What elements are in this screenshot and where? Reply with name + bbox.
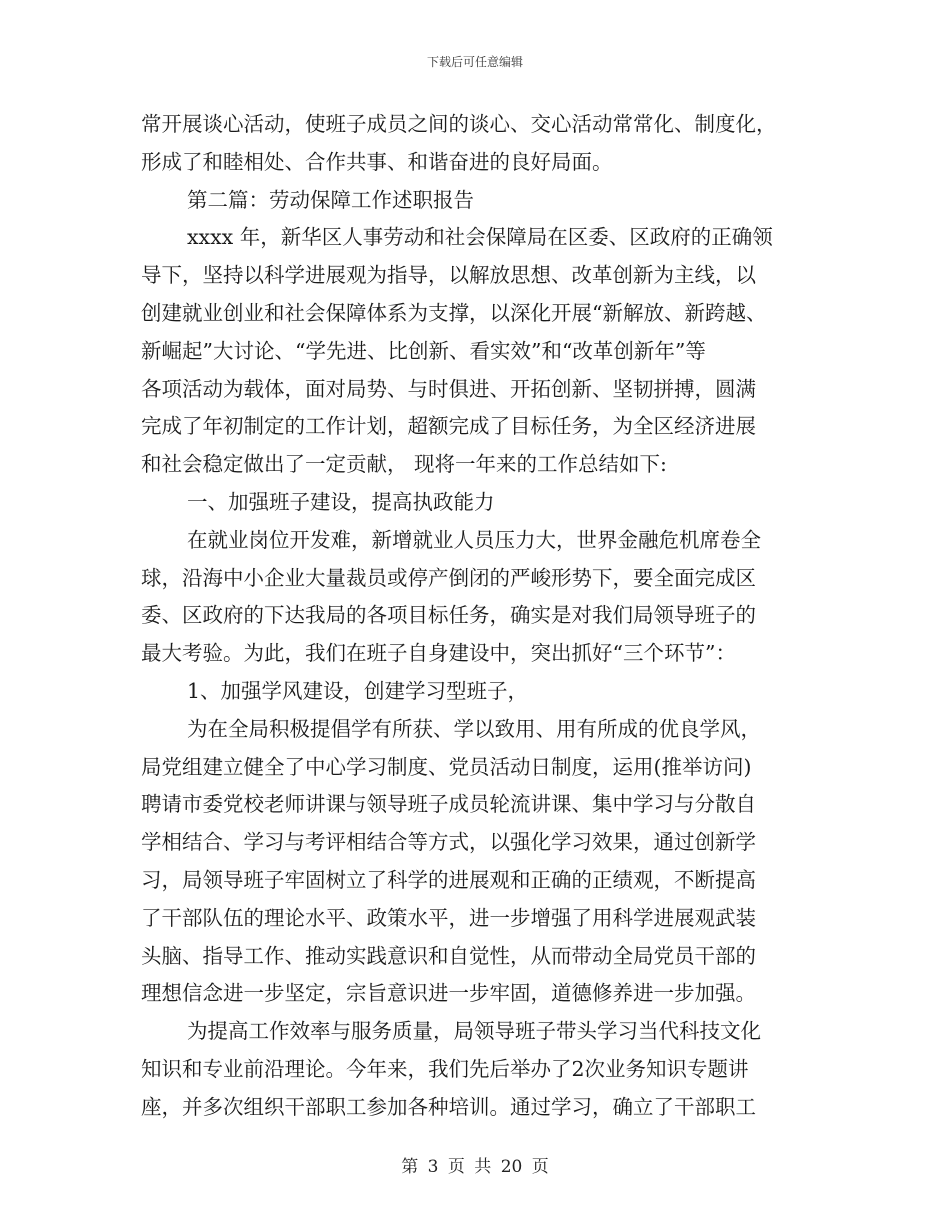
text-line: 为在全局积极提倡学有所获、学以致用、用有所成的优良学风， bbox=[187, 716, 761, 741]
text-line: 理想信念进一步坚定，宗旨意识进一步牢固，道德修养进一步加强。 bbox=[141, 981, 756, 1006]
text-line: 形成了和睦相处、合作共事、和谐奋进的良好局面。 bbox=[141, 149, 613, 174]
text-line: 导下，坚持以科学进展观为指导，以解放思想、改革创新为主线，以 bbox=[141, 263, 756, 288]
text-line: 各项活动为载体，面对局势、与时俱进、开拓创新、坚韧拼搏，圆满 bbox=[141, 376, 756, 401]
text-line: 知识和专业前沿理论。今年来，我们先后举办了2次业务知识专题讲 bbox=[141, 1056, 749, 1081]
page-number-footer: 第 3 页 共 20 页 bbox=[401, 1157, 549, 1177]
text-line: 委、区政府的下达我局的各项目标任务，确实是对我们局领导班子的 bbox=[141, 603, 756, 628]
document-body bbox=[141, 106, 811, 1127]
text-line: 学相结合、学习与考评相结合等方式，以强化学习效果，通过创新学 bbox=[141, 830, 756, 855]
page-header-note: 下载后可任意编辑 bbox=[426, 55, 523, 69]
text-line: 常开展谈心活动，使班子成员之间的谈心、交心活动常常化、制度化， bbox=[141, 112, 777, 136]
text-line: 创建就业创业和社会保障体系为支撑，以深化开展“新解放、新跨越、 bbox=[141, 300, 767, 325]
text-line: 在就业岗位开发难，新增就业人员压力大，世界金融危机席卷全 bbox=[187, 527, 761, 552]
text-line: xxxx 年，新华区人事劳动和社会保障局在区委、区政府的正确领 bbox=[187, 225, 773, 250]
text-line: 了干部队伍的理论水平、政策水平，进一步增强了用科学进展观武装 bbox=[141, 905, 756, 930]
text-line: 习，局领导班子牢固树立了科学的进展观和正确的正绩观，不断提高 bbox=[141, 867, 756, 892]
text-line: 新崛起”大讨论、“学先进、比创新、看实效”和“改革创新年”等 bbox=[141, 338, 706, 363]
text-line: 最大考验。为此，我们在班子自身建设中，突出抓好“三个环节”： bbox=[141, 641, 736, 666]
text-line: 局党组建立健全了中心学习制度、党员活动日制度，运用(推举访问) bbox=[141, 754, 752, 779]
text-line: 1、加强学风建设，创建学习型班子， bbox=[187, 678, 529, 703]
text-line: 为提高工作效率与服务质量，局领导班子带头学习当代科技文化 bbox=[187, 1019, 761, 1044]
text-line: 完成了年初制定的工作计划，超额完成了目标任务，为全区经济进展 bbox=[141, 414, 756, 439]
text-line: 聘请市委党校老师讲课与领导班子成员轮流讲课、集中学习与分散自 bbox=[141, 792, 756, 817]
text-line: 球，沿海中小企业大量裁员或停产倒闭的严峻形势下，要全面完成区 bbox=[141, 565, 756, 590]
text-line: 头脑、指导工作、推动实践意识和自觉性，从而带动全局党员干部的 bbox=[141, 943, 756, 968]
text-line: 第二篇：劳动保障工作述职报告 bbox=[187, 187, 474, 212]
text-line: 一、加强班子建设，提高执政能力 bbox=[187, 489, 495, 514]
text-line: 座，并多次组织干部职工参加各种培训。通过学习，确立了干部职工 bbox=[141, 1094, 756, 1119]
text-line: 和社会稳定做出了一定贡献， 现将一年来的工作总结如下: bbox=[141, 452, 667, 477]
